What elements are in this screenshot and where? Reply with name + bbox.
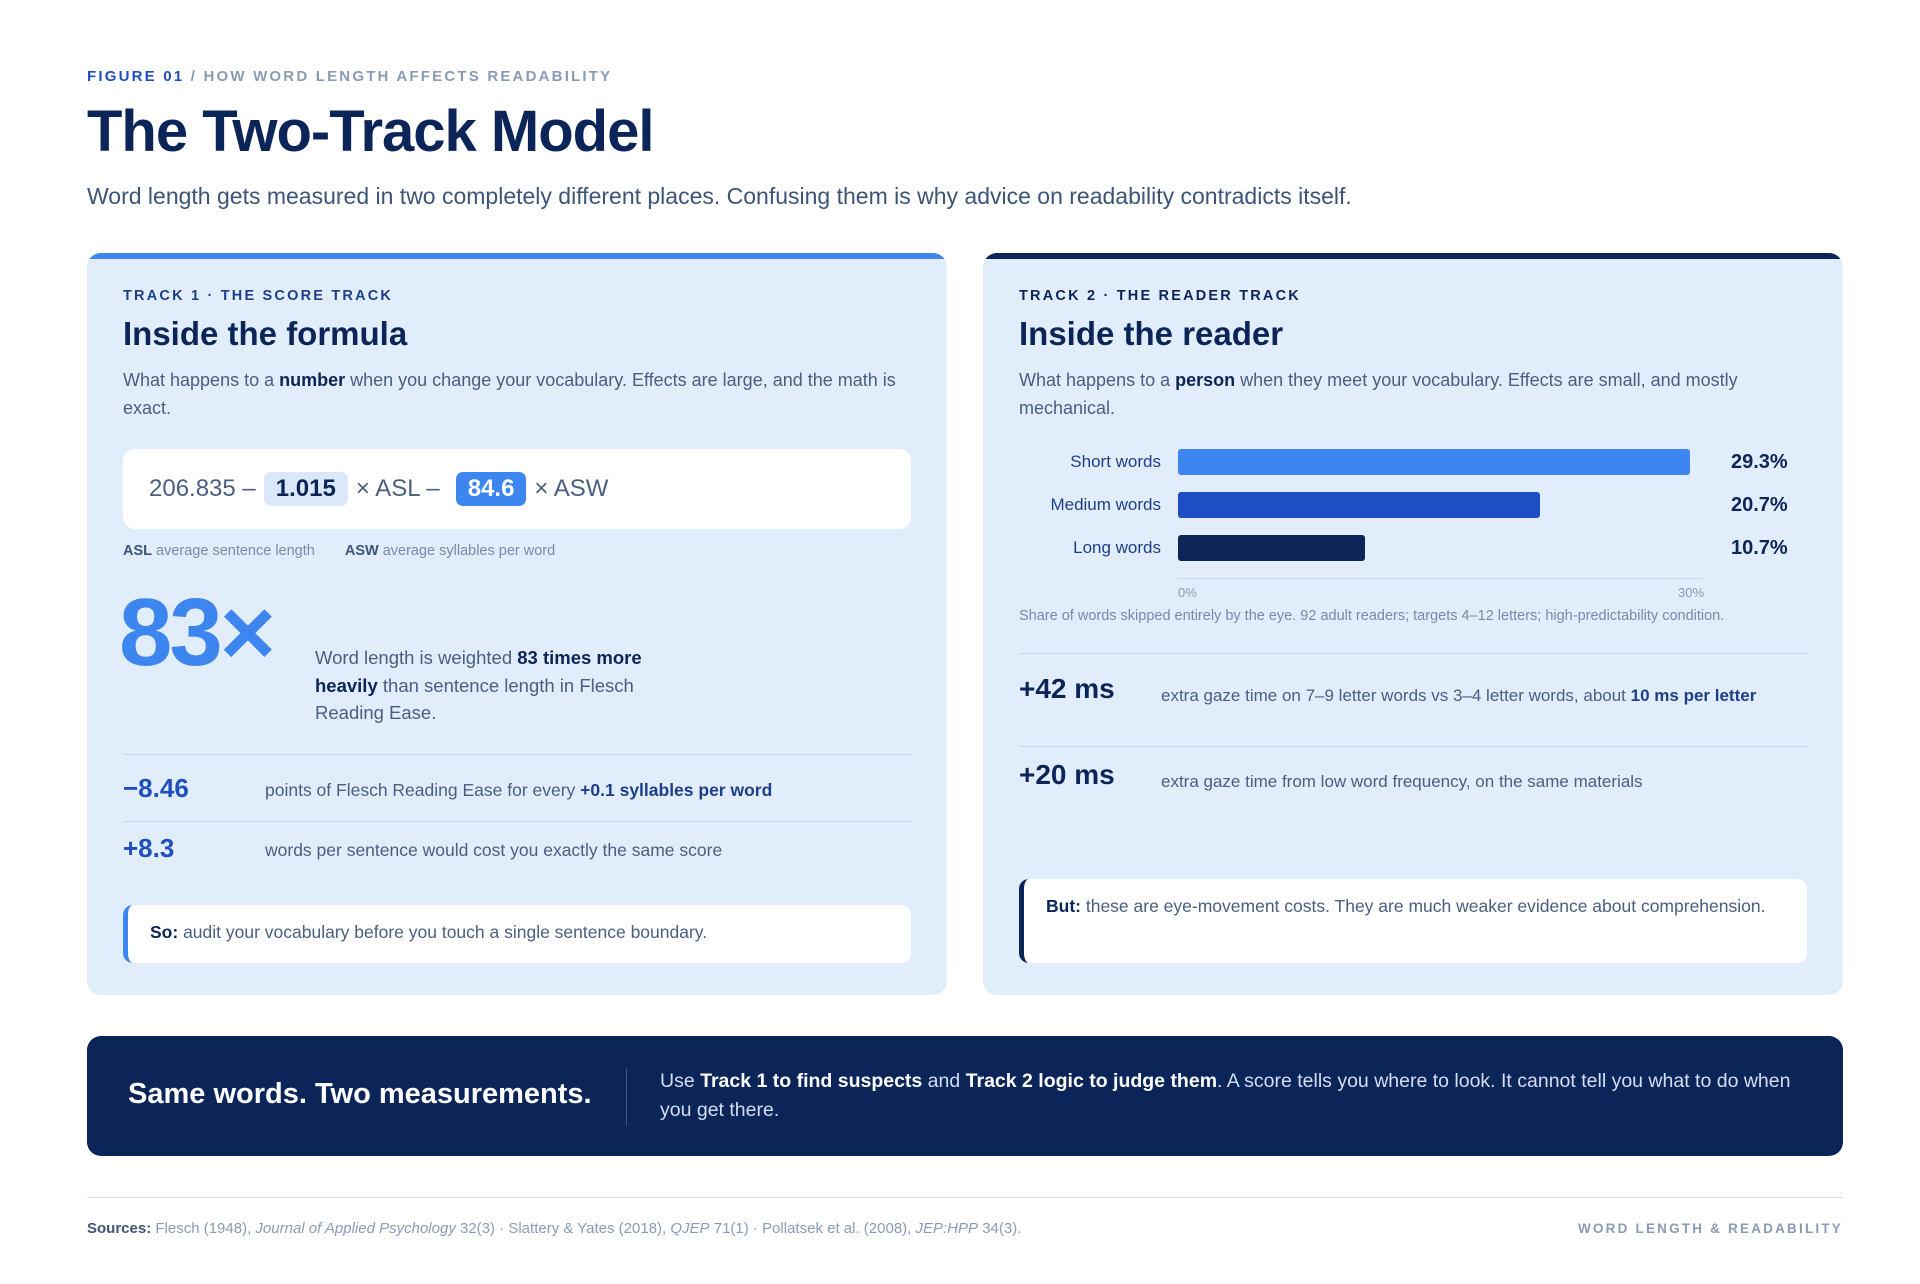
banner-headline: Same words. Two measurements. (128, 1078, 592, 1110)
page-title: The Two-Track Model (87, 99, 654, 164)
stat-value: +20 ms (1019, 759, 1115, 790)
formula-asl-coefficient: 1.015 (264, 472, 348, 506)
stat-value: +42 ms (1019, 673, 1115, 704)
weighting-description: Word length is weighted 83 times more heavily than sentence length in Flesch Reading Ease. (315, 647, 642, 723)
formula-constant: 206.835 – (149, 475, 256, 502)
bar (1178, 535, 1365, 561)
bar-category-label: Long words (1073, 538, 1161, 557)
banner-text: Use Track 1 to find suspects and Track 2 logic to judge them. A score tells you where to look. It cannot tell you what to do when you get there. (660, 1070, 1791, 1121)
eyebrow-separator: / (184, 68, 204, 85)
chart-note: Share of words skipped entirely by the eye. 92 adult readers; targets 4–12 letters; high-predictability condition. (1019, 608, 1725, 624)
stat-row (1019, 759, 1807, 809)
figure-number: FIGURE 01 (87, 68, 185, 85)
banner-divider (626, 1068, 627, 1126)
bar-track (1178, 492, 1702, 520)
page-subtitle: Word length gets measured in two completely different places. Confusing them is why advice on readability contradicts itself. (87, 183, 1352, 209)
track2-card (983, 253, 1843, 995)
stat-text: words per sentence would cost you exactly the same score (265, 840, 723, 860)
summary-banner (87, 1036, 1843, 1156)
divider (1019, 746, 1807, 747)
x-tick-label: 30% (1678, 585, 1705, 600)
bar (1178, 492, 1540, 518)
divider (123, 821, 911, 822)
formula-asw-term: × ASW (534, 475, 609, 502)
track1-description: What happens to a number when you change your vocabulary. Effects are large, and the math is exact. (123, 370, 896, 418)
stat-row (1019, 673, 1807, 743)
x-tick-label: 0% (1178, 585, 1197, 600)
stat-text: points of Flesch Reading Ease for every +0.1 syllables per word (265, 780, 773, 800)
bar-row (1019, 535, 1807, 563)
bar-track (1178, 535, 1702, 563)
sources: Sources: Flesch (1948), Journal of Applied Psychology 32(3) · Slattery & Yates (2018), QJEP 71(1) · Pollatsek et al. (2008), JEP:HPP 34(3). (87, 1220, 1022, 1237)
bar-row (1019, 449, 1807, 477)
stat-text: extra gaze time on 7–9 letter words vs 3–4 letter words, about 10 ms per letter (1161, 686, 1757, 705)
flesch-formula (123, 449, 911, 529)
footer-divider (87, 1197, 1843, 1198)
formula-asw-coefficient: 84.6 (456, 472, 527, 506)
bar-category-label: Medium words (1050, 495, 1161, 514)
track1-callout: So: audit your vocabulary before you touch a single sentence boundary. (123, 905, 911, 963)
bar-value-label: 29.3% (1731, 451, 1788, 473)
track1-title: Inside the formula (123, 315, 408, 352)
track2-callout: But: these are eye-movement costs. They are much weaker evidence about comprehension. (1019, 879, 1807, 963)
formula-asl-term: × ASL – (355, 475, 440, 502)
stat-value: +8.3 (123, 833, 175, 863)
divider (123, 754, 911, 755)
track1-label: TRACK 1 · THE SCORE TRACK (123, 288, 394, 304)
figure-eyebrow (87, 68, 612, 85)
bar-row (1019, 492, 1807, 520)
formula-legend: ASL average sentence length ASW average syllables per word (123, 543, 556, 559)
track1-card (87, 253, 947, 995)
weighting-big-number: 83× (119, 579, 273, 686)
stat-row (123, 833, 911, 883)
footer-tag: WORD LENGTH & READABILITY (1578, 1221, 1843, 1236)
stat-text: extra gaze time from low word frequency, on the same materials (1161, 772, 1643, 791)
stat-row (123, 773, 911, 823)
track2-description: What happens to a person when they meet your vocabulary. Effects are small, and mostly mechanical. (1019, 370, 1738, 418)
bar-value-label: 10.7% (1731, 537, 1788, 559)
stat-value: −8.46 (123, 773, 189, 803)
track2-title: Inside the reader (1019, 315, 1284, 352)
divider (1019, 653, 1807, 654)
bar-value-label: 20.7% (1731, 494, 1788, 516)
bar (1178, 449, 1690, 475)
figure-topic: HOW WORD LENGTH AFFECTS READABILITY (203, 68, 613, 85)
bar-track (1178, 449, 1702, 477)
chart-x-axis (1178, 578, 1702, 579)
track2-label: TRACK 2 · THE READER TRACK (1019, 288, 1301, 304)
bar-category-label: Short words (1070, 452, 1161, 471)
